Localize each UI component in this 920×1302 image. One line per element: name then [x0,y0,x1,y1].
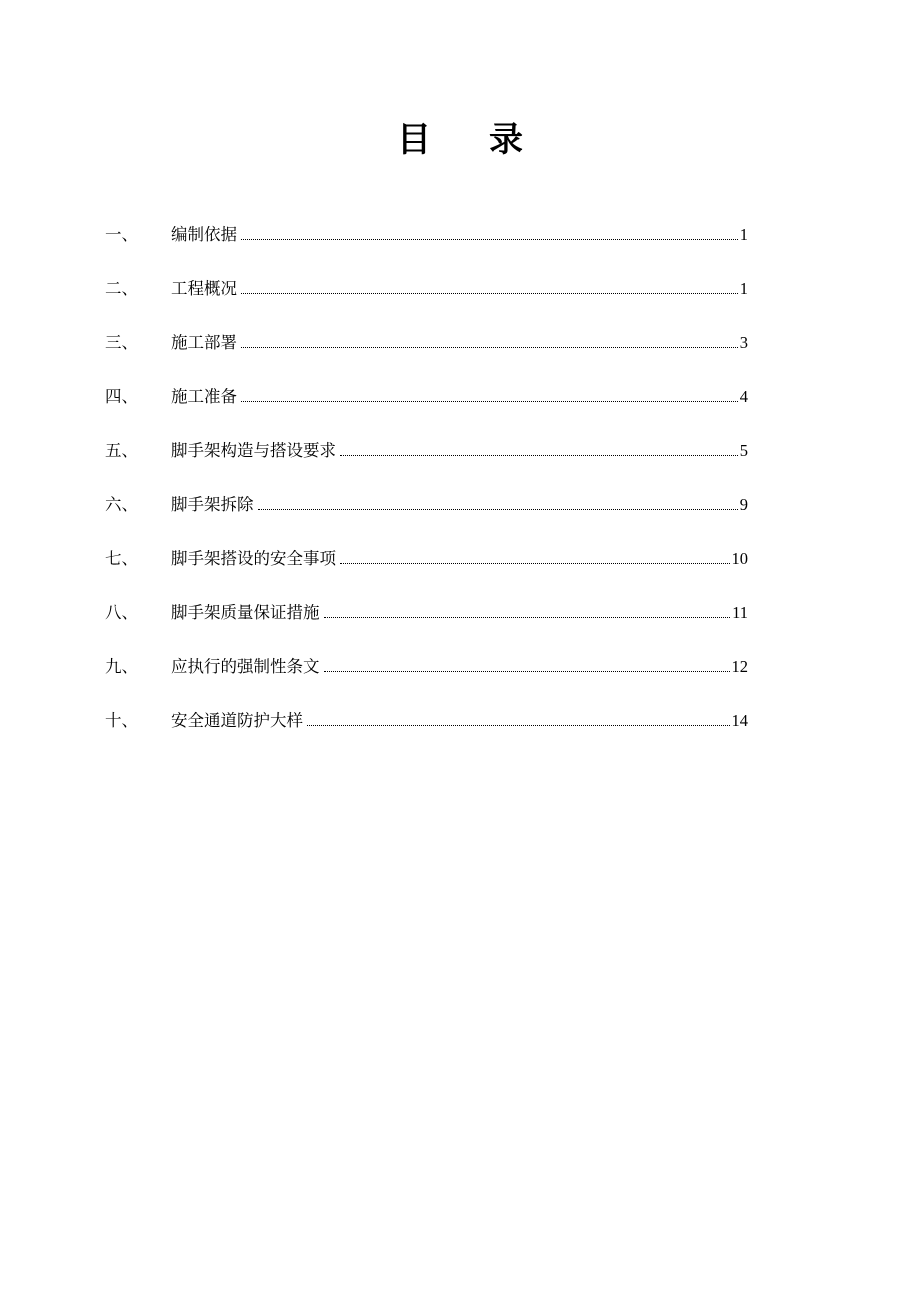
toc-entry-number: 三、 [105,333,138,352]
toc-entry[interactable] [105,220,748,274]
toc-entry-number: 九、 [105,657,138,676]
toc-entry[interactable] [105,382,748,436]
toc-entry-text: 应执行的强制性条文 [171,657,320,676]
toc-entry-number: 二、 [105,279,138,298]
toc-entry[interactable] [105,274,748,328]
toc-title-char-1: 目 [397,120,431,160]
toc-entry-text: 脚手架质量保证措施 [171,603,320,622]
toc-entry-text: 施工准备 [171,387,237,406]
toc-entry-number: 五、 [105,441,138,460]
toc-entry-page: 1 [739,279,748,298]
toc-entry-page: 5 [739,441,748,460]
toc-entry-number: 六、 [105,495,138,514]
toc-dot-leader [258,509,738,510]
toc-entry-text: 脚手架构造与搭设要求 [171,441,336,460]
toc-entry-page: 3 [739,333,748,352]
toc-list [105,220,748,760]
toc-dot-leader [324,617,731,618]
toc-entry-text: 脚手架拆除 [171,495,254,514]
toc-entry[interactable] [105,328,748,382]
toc-entry[interactable] [105,598,748,652]
toc-title-char-2: 录 [489,120,523,160]
toc-entry-number: 八、 [105,603,138,622]
toc-entry[interactable] [105,436,748,490]
toc-entry-text: 脚手架搭设的安全事项 [171,549,336,568]
toc-entry-page: 11 [732,603,748,622]
toc-dot-leader [241,239,738,240]
toc-entry-text: 安全通道防护大样 [171,711,303,730]
toc-entry-page: 12 [731,657,748,676]
toc-dot-leader [241,293,738,294]
toc-entry-number: 四、 [105,387,138,406]
toc-entry-number: 十、 [105,711,138,730]
toc-entry-text: 工程概况 [171,279,237,298]
toc-dot-leader [340,563,730,564]
toc-entry-number: 一、 [105,225,138,244]
toc-entry-page: 4 [739,387,748,406]
toc-entry[interactable] [105,544,748,598]
toc-dot-leader [324,671,730,672]
toc-dot-leader [340,455,738,456]
toc-entry-number: 七、 [105,549,138,568]
toc-entry-page: 10 [731,549,748,568]
toc-entry-page: 9 [739,495,748,514]
toc-dot-leader [241,401,738,402]
toc-entry[interactable] [105,706,748,760]
toc-dot-leader [307,725,730,726]
toc-dot-leader [241,347,738,348]
toc-entry-page: 14 [731,711,748,730]
toc-entry-text: 施工部署 [171,333,237,352]
toc-entry[interactable] [105,652,748,706]
toc-title [0,118,920,162]
toc-entry[interactable] [105,490,748,544]
toc-entry-text: 编制依据 [171,225,237,244]
toc-entry-page: 1 [739,225,748,244]
